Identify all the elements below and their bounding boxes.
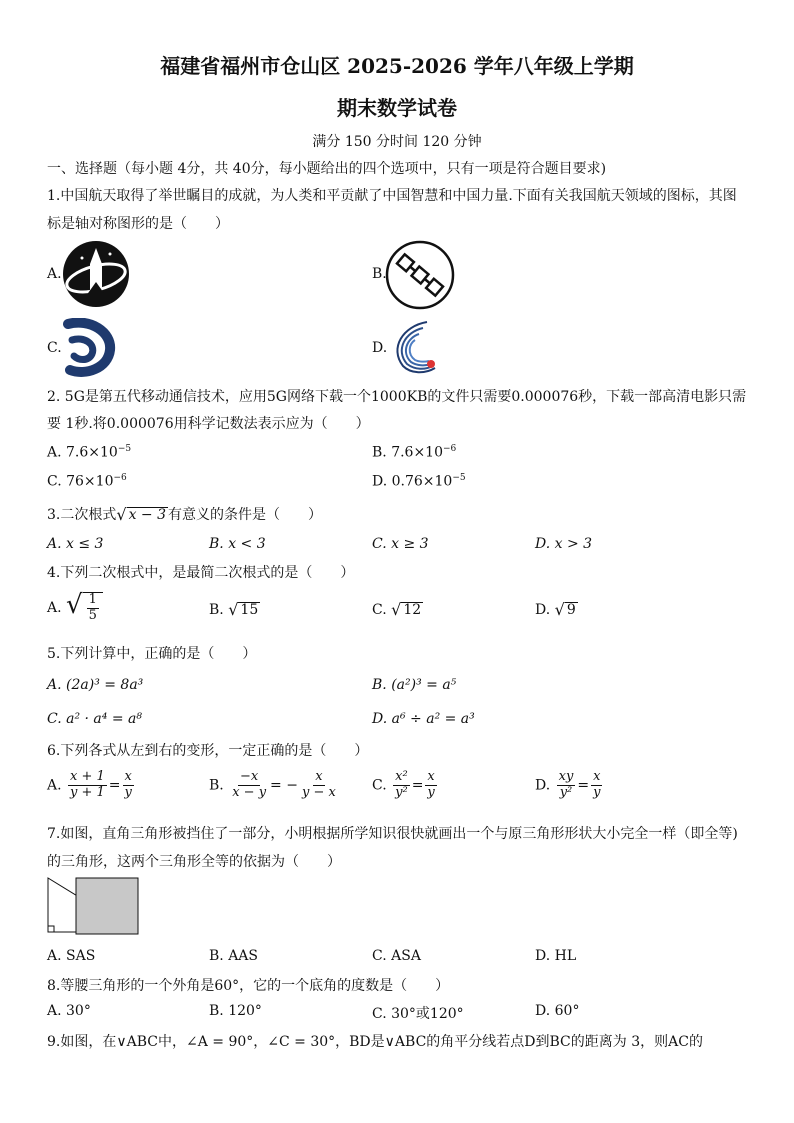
q1-option-b-label: B. — [372, 266, 387, 282]
q7-option-d: D. HL — [535, 948, 577, 964]
exam-title-line2: 期末数学试卷 — [337, 96, 457, 120]
q5-text: 5.下列计算中，正确的是（ ） — [47, 646, 257, 662]
q8-option-b: B. 120° — [209, 1003, 262, 1019]
q6-option-a: A. $\frac{x + 1}{y + 1}$ = $\frac{x}{y}$ — [47, 769, 132, 800]
q4-option-c: C. √ 12 — [372, 600, 422, 619]
q2-option-b: B. $7.6\times 10^{-6}$ — [372, 444, 457, 461]
q2-option-a: A. $7.6\times 10^{-5}$ — [47, 444, 132, 461]
q6-option-c: C. $\frac{\text{x²}}{\text{y²}}$ = $\frac{x}{y}$ — [372, 769, 435, 800]
q5-option-a: A. (2a)³ = 8a³ — [47, 677, 144, 693]
q3-option-b: B. x < 3 — [209, 536, 266, 552]
q2-option-c: C. $76\times 10^{-6}$ — [47, 473, 127, 490]
comet-arcs-icon — [385, 318, 445, 376]
q8-option-a: A. 30° — [47, 1003, 91, 1019]
q6-option-b: B. $\frac{-x}{x - y}$ = − $\frac{x}{y - x}$ — [209, 769, 336, 800]
rocket-orbit-logo-icon — [62, 240, 130, 308]
hidden-triangle-figure — [46, 876, 142, 936]
q8-option-c: C. 30°或120° — [372, 1006, 464, 1022]
curl-logo-icon — [60, 318, 118, 378]
q7-option-a: A. SAS — [47, 948, 96, 964]
q3-option-d: D. x > 3 — [535, 536, 593, 552]
q2-text-line1: 2. 5G是第五代移动通信技术，应用5G网络下载一个1000KB的文件只需要0.000076秒，下载一部高清电影只需 — [47, 389, 747, 405]
q6-option-d: D. $\frac{xy}{\text{y²}}$ = $\frac{x}{y}$ — [535, 769, 601, 800]
q3-text: 3.二次根式 √ x − 3 有意义的条件是（ ） — [47, 504, 322, 524]
q4-option-a: A. √ $\frac{1}{5}$ — [47, 592, 103, 624]
q1-text-line1: 1.中国航天取得了举世瞩目的成就，为人类和平贡献了中国智慧和中国力量.下面有关我国航天领域的图标，其图 — [47, 188, 737, 204]
exam-title-line1: 福建省福州市仓山区 2025-2026 学年八年级上学期 — [160, 54, 634, 78]
q1-option-d-label: D. — [372, 340, 388, 356]
exam-info: 满分 150 分时间 120 分钟 — [312, 134, 482, 150]
q3-option-a: A. x ≤ 3 — [47, 536, 104, 552]
q5-option-b: B. (a²)³ = a⁵ — [372, 677, 457, 693]
q7-text-line1: 7.如图，直角三角形被挡住了一部分，小明根据所学知识很快就画出一个与原三角形形状大小完全一样（即全等) — [47, 826, 738, 842]
q4-option-b: B. √ 15 — [209, 600, 259, 619]
q1-option-c-label: C. — [47, 340, 62, 356]
q2-text-line2: 要 1秒.将0.000076用科学记数法表示应为（ ） — [47, 416, 370, 432]
q5-option-d: D. a⁶ ÷ a² = a³ — [372, 711, 475, 727]
q3-radical: √ x − 3 — [116, 504, 166, 524]
q9-text: 9.如图，在∨ABC中，∠A = 90°，∠C = 30°，BD是∨ABC的角平分线若点D到BC的距离为 3，则AC的 — [47, 1034, 703, 1050]
q7-option-c: C. ASA — [372, 948, 421, 964]
section-heading: 一、选择题（每小题 4分，共 40分，每小题给出的四个选项中，只有一项是符合题目要求) — [47, 161, 607, 177]
q3-option-c: C. x ≥ 3 — [372, 536, 429, 552]
q7-text-line2: 的三角形，这两个三角形全等的依据为（ ） — [47, 854, 341, 870]
q2-option-d: D. $0.76\times 10^{-5}$ — [372, 473, 466, 490]
q4-text: 4.下列二次根式中，是最简二次根式的是（ ） — [47, 565, 355, 581]
q8-text: 8.等腰三角形的一个外角是60°，它的一个底角的度数是（ ） — [47, 978, 450, 994]
q1-option-a-label: A. — [47, 266, 62, 282]
q6-text: 6.下列各式从左到右的变形，一定正确的是（ ） — [47, 743, 369, 759]
q4-option-d: D. √ 9 — [535, 600, 576, 619]
q7-option-b: B. AAS — [209, 948, 258, 964]
satellite-circle-icon — [385, 240, 455, 310]
q1-text-line2: 标是轴对称图形的是（ ） — [47, 216, 229, 232]
q8-option-d: D. 60° — [535, 1003, 580, 1019]
q5-option-c: C. a² · a⁴ = a⁸ — [47, 711, 142, 727]
